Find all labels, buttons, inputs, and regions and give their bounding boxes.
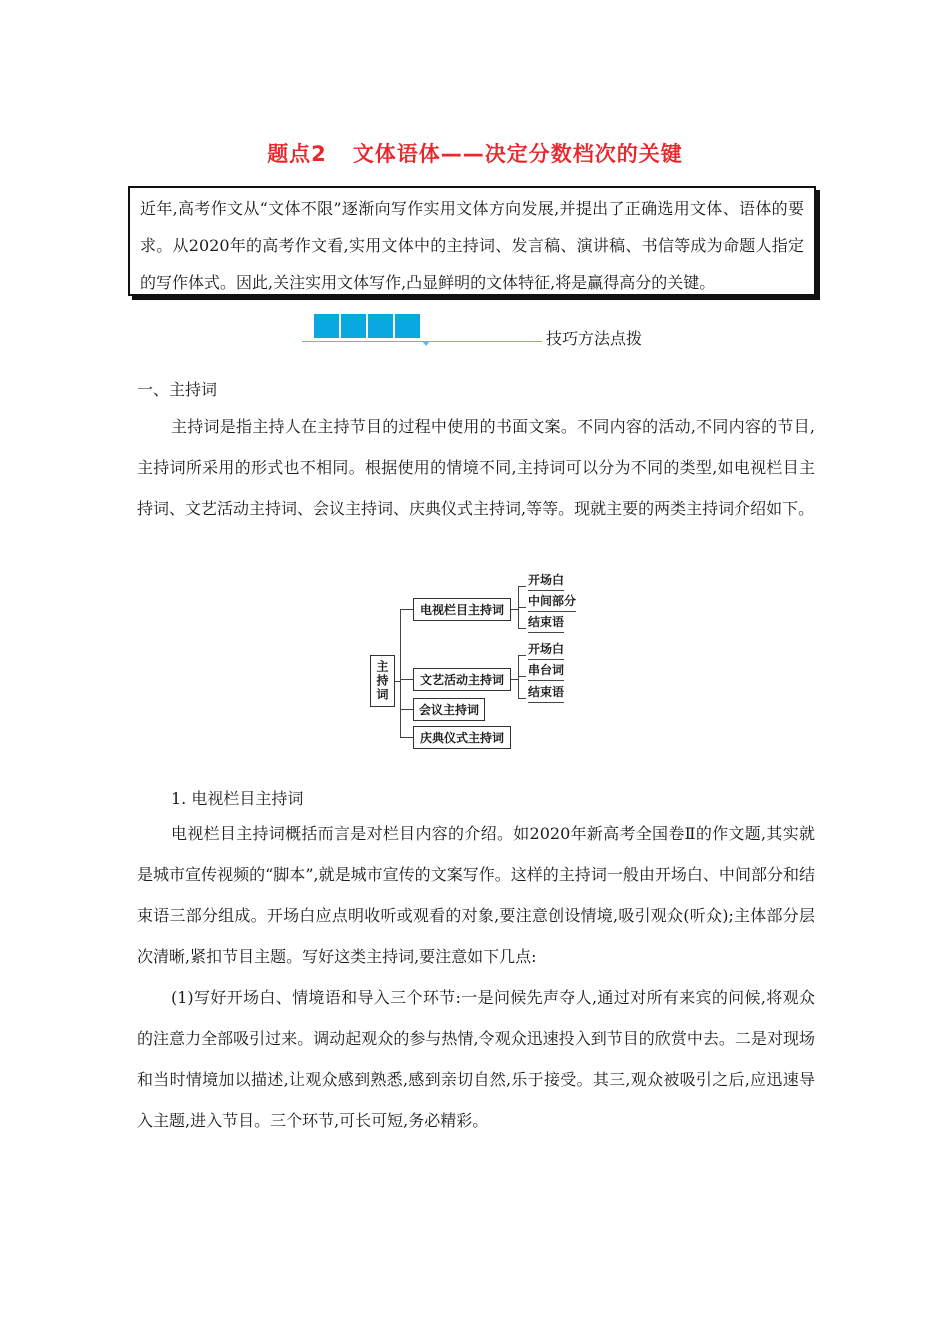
connector [511, 609, 518, 610]
banner-block [368, 314, 393, 338]
section-banner [302, 312, 662, 352]
connector [518, 676, 526, 677]
connector [400, 737, 413, 738]
connector [400, 709, 413, 710]
connector [518, 586, 526, 587]
intro-text: 近年,高考作文从“文体不限”逐渐向写作实用文体方向发展,并提出了正确选用文体、语体的要求。从2020年的高考作文看,实用文体中的主持词、发言稿、演讲稿、书信等成为命题人指定的写作体式。因此,关注实用文体写作,凸显鲜明的文体特征,将是赢得高分的关键。 [140, 199, 804, 292]
banner-arrow-icon [422, 341, 430, 346]
banner-label: 技巧方法点拨 [546, 329, 643, 348]
connector [400, 679, 413, 680]
connector [518, 655, 526, 656]
diagram-leaf: 结束语 [528, 683, 564, 703]
diagram-leaf: 开场白 [528, 640, 564, 660]
subsection-heading: 1. 电视栏目主持词 [171, 789, 304, 808]
diagram-branch: 文艺活动主持词 [413, 668, 511, 691]
diagram-branch: 电视栏目主持词 [413, 598, 511, 621]
banner-block [314, 314, 339, 338]
host-script-diagram [368, 565, 598, 755]
diagram-branch: 会议主持词 [413, 698, 485, 721]
diagram-leaf: 开场白 [528, 571, 564, 591]
diagram-leaf: 中间部分 [528, 592, 576, 612]
connector [400, 609, 401, 737]
diagram-root: 主持词 [370, 655, 395, 707]
connector [400, 609, 413, 610]
page-title [0, 138, 950, 168]
diagram-branch: 庆典仪式主持词 [413, 726, 511, 749]
topic-number: 题点2 [267, 142, 327, 166]
connector [518, 607, 526, 608]
section-heading: 一、主持词 [137, 380, 218, 399]
point-paragraph: (1)写好开场白、情境语和导入三个环节:一是问候先声夺人,通过对所有来宾的问候,将观众的注意力全部吸引过来。调动起观众的参与热情,令观众迅速投入到节目的欣赏中去。二是对现场和当时情境加以描述,让观众感到熟悉,感到亲切自然,乐于接受。其三,观众被吸引之后,应迅速导入主题,进入节目。三个环节,可长可短,务必精彩。 [137, 988, 815, 1130]
subsection-paragraph: 电视栏目主持词概括而言是对栏目内容的介绍。如2020年新高考全国卷Ⅱ的作文题,其实就是城市宣传视频的“脚本”,就是城市宣传的文案写作。这样的主持词一般由开场白、中间部分和结束语三部分组成。开场白应点明收听或观看的对象,要注意创设情境,吸引观众(听众);主体部分层次清晰,紧扣节目主题。写好这类主持词,要注意如下几点: [137, 824, 815, 966]
connector [511, 679, 518, 680]
diagram-leaf: 结束语 [528, 613, 564, 633]
connector [518, 698, 526, 699]
banner-block [395, 314, 420, 338]
topic-title: 文体语体——决定分数档次的关键 [352, 142, 683, 166]
banner-block [341, 314, 366, 338]
intro-box [128, 186, 816, 296]
connector [518, 628, 526, 629]
section-paragraph: 主持词是指主持人在主持节目的过程中使用的书面文案。不同内容的活动,不同内容的节目,主持词所采用的形式也不相同。根据使用的情境不同,主持词可以分为不同的类型,如电视栏目主持词、文艺活动主持词、会议主持词、庆典仪式主持词,等等。现就主要的两类主持词介绍如下。 [137, 417, 815, 518]
diagram-leaf: 串台词 [528, 661, 564, 681]
